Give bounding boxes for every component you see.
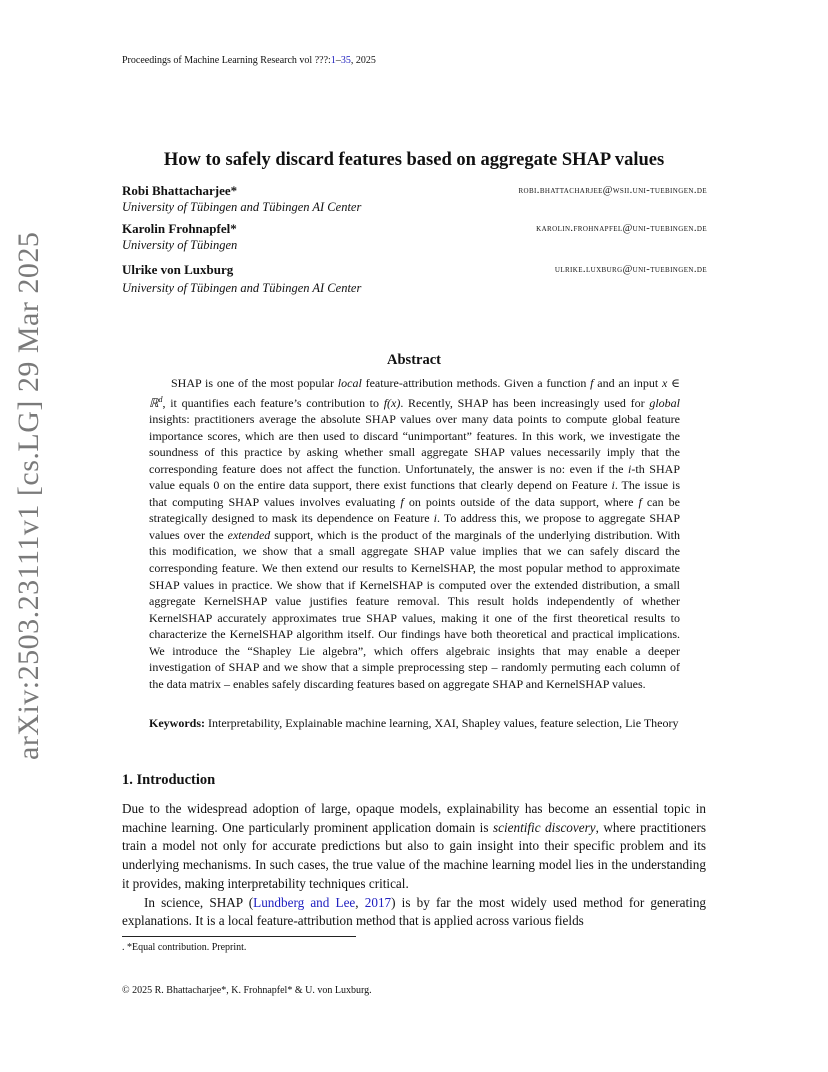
keywords xyxy=(149,715,680,732)
author-name: Ulrike von Luxburg xyxy=(122,262,234,277)
author-email: robi.bhattacharjee@wsii.uni-tuebingen.de xyxy=(518,185,707,196)
keywords-label: Keywords: xyxy=(149,716,205,730)
footnote-rule xyxy=(122,936,356,937)
author-name: Karolin Frohnapfel* xyxy=(122,221,237,236)
copyright-notice: © 2025 R. Bhattacharjee*, K. Frohnapfel* & U. von Luxburg. xyxy=(122,985,372,996)
author-email: ulrike.luxburg@uni-tuebingen.de xyxy=(554,264,707,275)
paper-title: How to safely discard features based on aggregate SHAP values xyxy=(163,150,665,170)
running-header: Proceedings of Machine Learning Research vol ???:1–35, 2025 xyxy=(122,55,376,66)
citation-link[interactable]: Lundberg and Lee xyxy=(253,894,356,910)
arxiv-identifier: arXiv:2503.23111v1 [cs.LG] 29 Mar 2025 xyxy=(12,231,45,760)
author-affiliation: University of Tübingen and Tübingen AI Center xyxy=(122,200,362,214)
section-heading: 1. Introduction xyxy=(122,772,216,788)
author-name: Robi Bhattacharjee* xyxy=(122,183,238,198)
author-affiliation: University of Tübingen xyxy=(122,238,238,252)
introduction-body: Due to the widespread adoption of large, opaque models, explainability has become an essential topic in machine learning. One particularly prominent application domain is scientific discovery, where practitioners train a model not only for accurate predictions but also to gain insight into their specific problem and its underlying mechanisms. In such cases, the true value of the machine learning model lies in the understanding it provides, making interpretability techniques critical. In science, SHAP (Lundberg and Lee, 2017) is by far the most widely used method for generating explanations. It is a local feature-attribution method that is applied across various fields xyxy=(122,801,707,929)
abstract-body: SHAP is one of the most popular local feature-attribution methods. Given a function f and an input x ∈ ℝ$^d$, it quantifies each feature’s contribution to f(x). Recently, SHAP has been increasingly used for global insights: practitioners average the absolute SHAP values over many data points to compute global feature importance scores, which are then used to discard “unimportant” features. In this work, we investigate the soundness of this practice by asking whether small aggregate SHAP values necessarily imply that the corresponding feature does not affect the function. Unfortunately, the answer is no: even if the i-th SHAP value equals 0 on the entire data support, there exist functions that clearly depend on Feature i. The issue is that computing SHAP values involves evaluating f on points outside of the data support, where f can be strategically designed to mask its dependence on Feature i. To address this, we propose to aggregate SHAP values over the extended support, which is the product of the marginals of the underlying distribution. With this modification, we show that a small aggregate SHAP value implies that we can safely discard the corresponding feature. We then extend our results to KernelSHAP, the most popular method to approximate SHAP values in practice. We show that if KernelSHAP is computed over the extended distribution, a small aggregate KernelSHAP value justifies feature removal. This result holds independently of whether KernelSHAP accurately approximates true SHAP values, making it one of the first theoretical results to characterize the KernelSHAP algorithm itself. Our findings have both theoretical and practical implications. We introduce the “Shapley Lie algebra”, which offers algebraic insights that may enable a deeper investigation of SHAP and we show that a simple preprocessing step – randomly permuting each column of the data matrix – enables safely discarding features based on aggregate SHAP and KernelSHAP values. xyxy=(149,376,681,691)
citation-year-link[interactable]: 2017 xyxy=(364,894,392,910)
page-start-link[interactable]: 1 xyxy=(330,55,336,66)
author-affiliation: University of Tübingen and Tübingen AI Center xyxy=(122,281,362,295)
abstract-heading: Abstract xyxy=(387,352,441,368)
page-end-link[interactable]: 35 xyxy=(340,55,351,66)
footnote: . *Equal contribution. Preprint. xyxy=(122,942,247,953)
author-email: karolin.frohnapfel@uni-tuebingen.de xyxy=(536,223,707,234)
keywords-text: Interpretability, Explainable machine learning, XAI, Shapley values, feature selection, Lie Theory xyxy=(205,716,679,730)
